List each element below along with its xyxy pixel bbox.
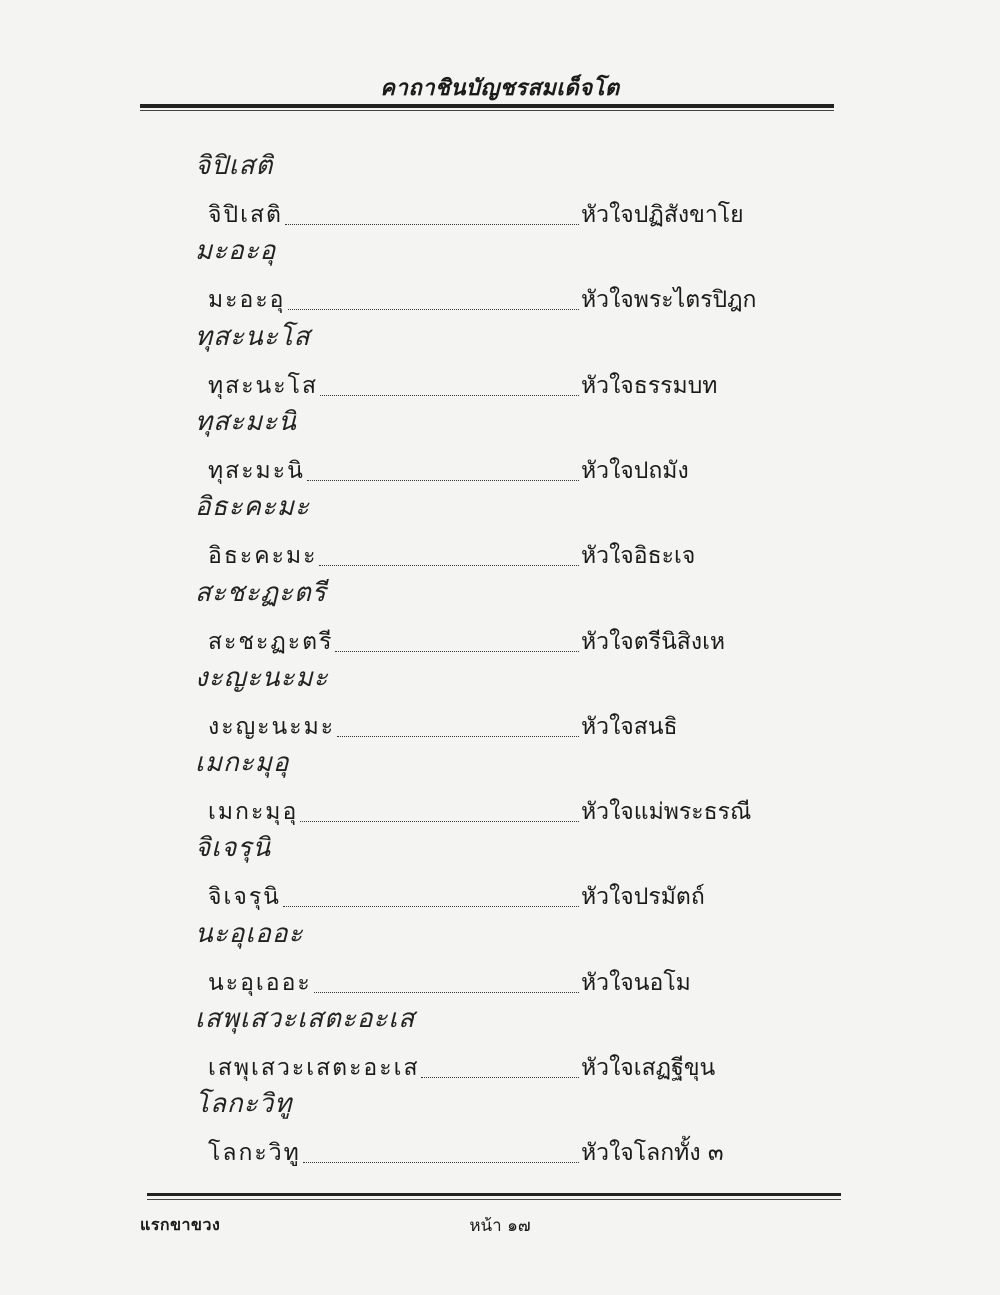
dotted-leader	[300, 821, 579, 822]
meaning: หัวใจเสฏฐีขุน	[581, 1055, 716, 1081]
footer-rule	[147, 1193, 841, 1196]
transliteration: มะอะอุ	[208, 287, 286, 314]
entry-row	[208, 875, 768, 909]
script-word: สะชะฏะตรี	[195, 577, 327, 608]
transliteration: สะชะฏะตรี	[208, 628, 334, 655]
script-word: นะอุเออะ	[195, 918, 304, 949]
dotted-leader	[285, 224, 579, 225]
transliteration: งะญะนะมะ	[208, 713, 336, 740]
meaning: หัวใจอิธะเจ	[581, 543, 696, 570]
entry-row	[208, 1131, 768, 1165]
meaning: หัวใจปถมัง	[581, 457, 689, 484]
entry-row	[208, 449, 768, 483]
entry-row	[208, 705, 768, 739]
script-word: จิปิเสติ	[195, 151, 274, 181]
entry-row	[208, 1046, 768, 1080]
page-number: หน้า ๑๗	[469, 1216, 531, 1236]
transliteration: เมกะมุอุ	[208, 799, 299, 826]
entry-row	[208, 534, 768, 568]
transliteration: ทุสะมะนิ	[208, 457, 305, 484]
entry-row	[208, 364, 768, 398]
dotted-leader	[303, 1162, 579, 1163]
script-word: เสพุเสวะเสตะอะเส	[195, 1004, 416, 1034]
meaning: หัวใจนอโม	[581, 969, 691, 996]
transliteration: โลกะวิทู	[208, 1140, 301, 1167]
entry-row	[208, 193, 768, 227]
entry-row	[208, 278, 768, 312]
header-title: คาถาชินบัญชรสมเด็จโต	[380, 75, 620, 101]
script-word: จิเจรุนิ	[195, 833, 272, 864]
script-word: อิธะคะมะ	[195, 492, 310, 523]
transliteration: อิธะคะมะ	[208, 543, 318, 570]
meaning: หัวใจแม่พระธรณี	[581, 799, 752, 826]
dotted-leader	[421, 1077, 579, 1078]
meaning: หัวใจตรีนิสิงเห	[581, 628, 726, 655]
transliteration: จิเจรุนิ	[208, 884, 281, 911]
entry-row	[208, 790, 768, 824]
dotted-leader	[335, 651, 579, 652]
transliteration: ทุสะนะโส	[208, 372, 319, 399]
script-word: งะญะนะมะ	[195, 662, 329, 693]
dotted-leader	[307, 480, 579, 481]
meaning: หัวใจปรมัตถ์	[581, 884, 705, 911]
dotted-leader	[337, 736, 579, 737]
meaning: หัวใจพระไตรปิฎก	[581, 287, 757, 314]
script-word: ทุสะมะนิ	[195, 406, 297, 437]
entry-row	[208, 620, 768, 654]
dotted-leader	[319, 565, 579, 566]
dotted-leader	[320, 395, 579, 396]
dotted-leader	[314, 992, 579, 993]
dotted-leader	[283, 906, 579, 907]
script-word: โลกะวิทู	[195, 1089, 293, 1120]
transliteration: จิปิเสติ	[208, 202, 283, 228]
footer-rule-thin	[147, 1199, 841, 1200]
transliteration: เสพุเสวะเสตะอะเส	[208, 1055, 420, 1081]
meaning: หัวใจปฏิสังขาโย	[581, 202, 744, 228]
meaning: หัวใจสนธิ	[581, 713, 678, 740]
transliteration: นะอุเออะ	[208, 969, 312, 996]
publisher-name: แรกขาขวง	[140, 1215, 221, 1234]
meaning: หัวใจธรรมบท	[581, 372, 718, 399]
entry-row	[208, 961, 768, 995]
script-word: เมกะมุอุ	[195, 748, 290, 779]
meaning: หัวใจโลกทั้ง ๓	[581, 1140, 724, 1167]
script-word: ทุสะนะโส	[195, 321, 311, 352]
dotted-leader	[288, 309, 580, 310]
script-word: มะอะอุ	[195, 236, 277, 267]
